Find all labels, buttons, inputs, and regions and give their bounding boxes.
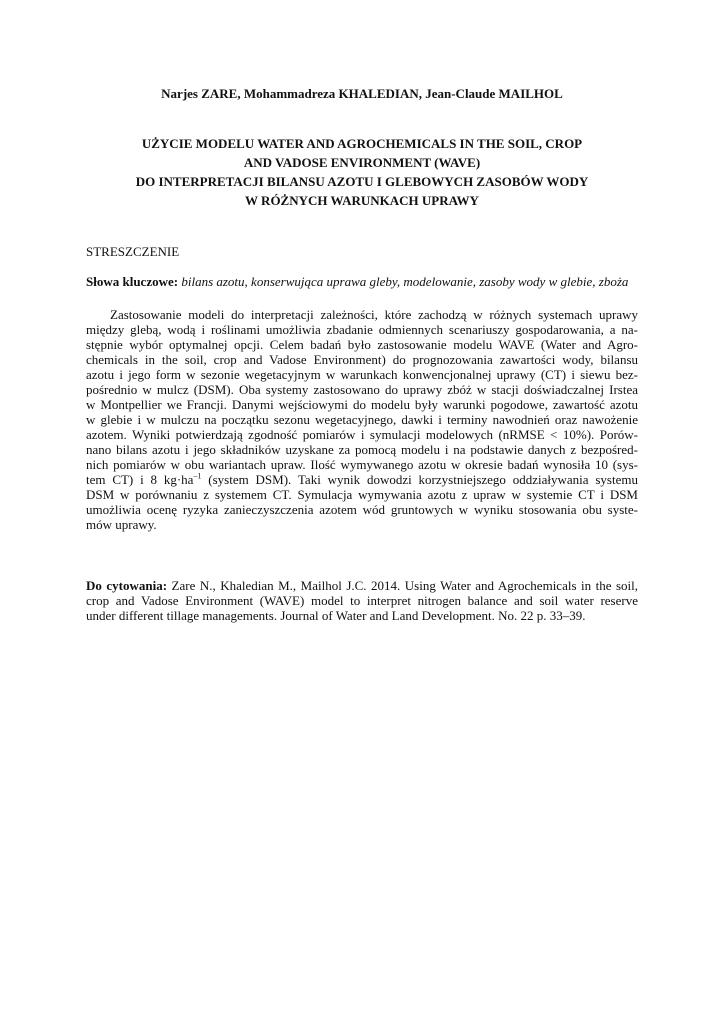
abstract-line <box>86 472 638 487</box>
abstract-line: nano bilans azotu i jego składników uzyskane za pomocą modelu i na podstawie danych z bezpośred- <box>86 442 638 457</box>
abstract-line: umożliwia ocenę ryzyka zanieczyszczenia azotem wód gruntowych w wyniku stosowania obu syste- <box>86 502 638 517</box>
citation-label: Do cytowania: <box>86 578 168 593</box>
abstract-line-part: (system DSM). Taki wynik dowodzi korzystniejszego oddziaływania systemu <box>201 472 638 487</box>
citation-line: crop and Vadose Environment (WAVE) model to interpret nitrogen balance and soil water reserve <box>86 593 638 608</box>
abstract-line: pośrednio w mulcz (DSM). Oba systemy zastosowano do uprawy zbóż w stacji doświadczalnej Irstea <box>86 382 638 397</box>
abstract-line: nich pomiarów w obu wariantach upraw. Ilość wymywanego azotu w okresie badań wynosiła 10 (sys- <box>86 457 638 472</box>
abstract-heading: STRESZCZENIE <box>86 244 180 259</box>
abstract-line: w Montpellier we Francji. Danymi wejściowymi do modelu były warunki pogodowe, zawartość azotu <box>86 397 638 412</box>
citation-line: under different tillage managements. Journal of Water and Land Development. No. 22 p. 33–39. <box>86 608 586 623</box>
abstract-line: mów uprawy. <box>86 517 157 532</box>
abstract-body <box>86 307 638 532</box>
paper-title <box>86 134 638 210</box>
abstract-line: stępnie wybór optymalnej opcji. Celem badań było zastosowanie modelu WAVE (Water and Agro- <box>86 337 638 352</box>
citation-line <box>86 578 638 593</box>
abstract-line: chemicals in the soil, crop and Vadose Environment) do prognozowania zawartości wody, bilansu <box>86 352 638 367</box>
keywords <box>86 274 638 289</box>
keywords-label: Słowa kluczowe: <box>86 274 179 289</box>
citation-text: Zare N., Khaledian M., Mailhol J.C. 2014. Using Water and Agrochemicals in the soil, <box>167 578 639 593</box>
abstract-line: Zastosowanie modeli do interpretacji zależności, które zachodzą w różnych systemach uprawy <box>110 307 638 322</box>
abstract-line-part: tem CT) i 8 kg·ha <box>86 472 194 487</box>
abstract-line: DSM w porównaniu z systemem CT. Symulacja wymywania azotu z upraw w systemie CT i DSM <box>86 487 638 502</box>
abstract-line: azotem. Wyniki potwierdzają zgodność pomiarów i symulacji modelowych (nRMSE < 10%). Porów- <box>86 427 638 442</box>
title-line-2: AND VADOSE ENVIRONMENT (WAVE) <box>243 155 481 170</box>
author-list: Narjes ZARE, Mohammadreza KHALEDIAN, Jean-Claude MAILHOL <box>161 86 563 101</box>
keywords-value: bilans azotu, konserwująca uprawa gleby, modelowanie, zasoby wody w glebie, zboża <box>181 274 629 289</box>
title-line-1: UŻYCIE MODELU WATER AND AGROCHEMICALS IN THE SOIL, CROP <box>141 136 583 151</box>
unit-exponent: –1 <box>193 471 202 481</box>
citation <box>86 578 638 623</box>
abstract-line: w glebie i w mulczu na początku sezonu wegetacyjnego, dawki i terminy nawodnień oraz nawożenie <box>86 412 638 427</box>
title-line-4: W RÓŻNYCH WARUNKACH UPRAWY <box>245 193 479 208</box>
abstract-line: azotu i jego form w sezonie wegetacyjnym w warunkach konwencjonalnej uprawy (CT) i siewu bez- <box>86 367 638 382</box>
abstract-line: między glebą, wodą i roślinami umożliwia zbadanie odmiennych scenariuszy gospodarowania, a na- <box>86 322 638 337</box>
title-line-3: DO INTERPRETACJI BILANSU AZOTU I GLEBOWYCH ZASOBÓW WODY <box>135 174 589 189</box>
